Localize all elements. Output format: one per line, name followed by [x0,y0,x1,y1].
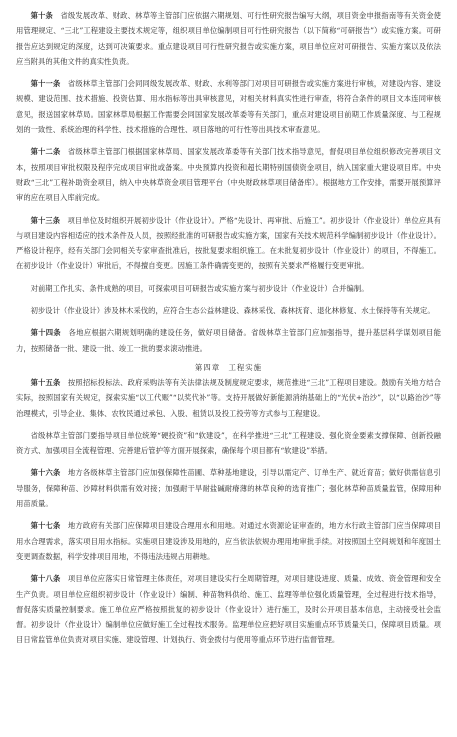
article-11 [16,76,441,137]
article-text: 按照招标投标法、政府采购法等有关法律法规及制度规定要求，规范推进“三北”工程项目建设。鼓励有关地方结合实际，按照国家有关规定，探索实施“以工代赈”“以奖代补”等。支持开展做好新能源消纳基础上的“光伏+治沙”，以“以路治沙”等治理模式，引导企业、集体、农牧民通过承包、入股、租赁以及投工投劳等方式参与工程建设。 [16,377,441,418]
article-text: 项目单位及时组织开展初步设计（作业设计）。严格“先设计、再审批、后施工”。初步设计（作业设计）单位应具有与项目建设内容相适应的技术条件及人员，按照经批准的可研报告或实施方案，国家有关技术规范科学编制初步设计（作业设计）。严格设计程序，经有关部门会同相关专家审查批准后，按批复要求组织施工。在未批复初步设计（作业设计）的项目，不得施工。在初步设计（作业设计）审批后，不得擅自变更。因施工条件确需变更的，按照有关要求严格履行变更审批。 [16,215,441,271]
paragraph-logging-rules [16,303,441,318]
article-number: 第十三条 [30,215,61,225]
article-number: 第十六条 [30,468,61,478]
paragraph-soft-construction [16,428,441,459]
article-number: 第十四条 [30,328,62,338]
article-number: 第十五条 [30,377,61,387]
article-text: 省级发展改革、财政、林草等主管部门应依据六期规划、可行性研究报告编写大纲，项目资金申报指南等有关资金使用管理规定、“三北”工程建设主要技术规定等，组织项目单位编制项目可行性研究报告（以下简称“可研报告”）或实施方案。可研报告应达到规定的深度，达到可决策要求。重点建设项目可行性研究报告或实施方案，项目单位应对可研报告、实施方案以及依法应当附具的其他文件的真实性负责。 [16,11,441,66]
article-15 [16,375,441,421]
chapter-title: 第四章 工程实施 [194,362,263,372]
article-number: 第十八条 [30,574,61,584]
article-13 [16,213,441,274]
article-text: 省级林草主管部门会同同级发展改革、财政、水利等部门对项目可研报告或实施方案进行审核，对建设内容、建设规模、建设范围、技术措施、投资估算、用水指标等出具审核意见，对相关材料真实性进行审查，将符合条件的项目文本连同审核意见，报送国家林草局。国家林草局根据工作需要会同国家发展改革委等有关部门，重点对建设项目前期工作质量深度、与工程规划的一致性、系统治理的科学性、技术措施的合理性、项目落地的可行性等出具技术审查意见。 [16,79,441,135]
article-17 [16,518,441,564]
article-18 [16,571,441,647]
article-text: 地方政府有关部门应保障项目建设合理用水和用地。对通过水资源论证审查的，地方水行政主管部门应当保障项目用水合理需求，落实项目用水指标。实施项目建设涉及用地的，应当依法依规办理用地审批手续。对按照国土空间规划和年度国土变更调查数据，科学安排项目用地，不得违法违规占用耕地。 [16,521,441,561]
paragraph-text: 对前期工作扎实、条件成熟的项目，可探索项目可研报告或实施方案与初步设计（作业设计）合并编制。 [30,283,369,293]
article-10 [16,8,441,69]
paragraph-text: 省级林草主管部门要指导项目单位统筹“硬投资”和“软建设”，在科学推进“三北”工程建设、强化资金要素支撑保障、创新投融资方式、加强项目全流程管理、完善建后管护等方面开展探索，确保每个项目都有“软建设”举措。 [16,430,441,456]
paragraph-text: 初步设计（作业设计）涉及林木采伐的，应符合生态公益林建设、森林采伐、森林抚育、退化林修复、水土保持等有关规定。 [30,306,435,316]
article-text: 省级林草主管部门根据国家林草局、国家发展改革委等有关部门技术指导意见，督促项目单位组织修改完善项目文本，按照项目审批权限及程序完成项目审批或备案。中央预算内投资和超长期特别国债资金项目，纳入国家重大建设项目库。中央财政“三北”工程补助资金项目，纳入中央林草资金项目管理平台（中央财政林草项目储备库）。根据地方工作安排，需要开展预算评审的应在项目入库前完成。 [16,147,441,203]
article-text: 地方各级林草主管部门应加强保障性苗圃、草种基地建设，引导以需定产、订单生产、就近育苗；做好供需信息引导服务，保障种苗、沙障材料供需有效对接；加强耐干旱耐盐碱耐瘠薄的林草良种的选育推广；强化林草种苗质量监管，保障用种用苗质量。 [16,468,441,509]
article-text: 项目单位应落实日常管理主体责任，对项目建设实行全周期管理，对项目建设进度、质量、成效、资金管理和安全生产负责。项目单位应组织初步设计（作业设计）编制、种苗物料供给、施工、监理等单位强化质量管理，全过程进行技术指导，督促落实质量控制要求。施工单位应严格按照批复的初步设计（作业设计）进行施工，及时公开项目基本信息，主动接受社会监督。初步设计（作业设计）编制单位应做好施工全过程技术服务。监理单位应把好项目实施重点环节质量关口，保障项目质量。项目日常监管单位负责对项目实施、建设管理、计划执行、资金拨付与使用等重点环节进行监督管理。 [16,574,441,645]
article-number: 第十七条 [30,521,61,531]
article-text: 各地应根据六期规划明确的建设任务，做好项目储备。省级林草主管部门应加强指导，提升基层科学谋划项目能力，按照储备一批、建设一批、竣工一批的要求滚动推进。 [16,328,441,353]
paragraph-merged-design [16,281,441,296]
article-number: 第十一条 [30,79,61,89]
article-number: 第十条 [30,11,53,20]
article-number: 第十二条 [30,147,61,157]
article-16 [16,465,441,511]
article-14 [16,325,441,356]
article-12 [16,144,441,205]
